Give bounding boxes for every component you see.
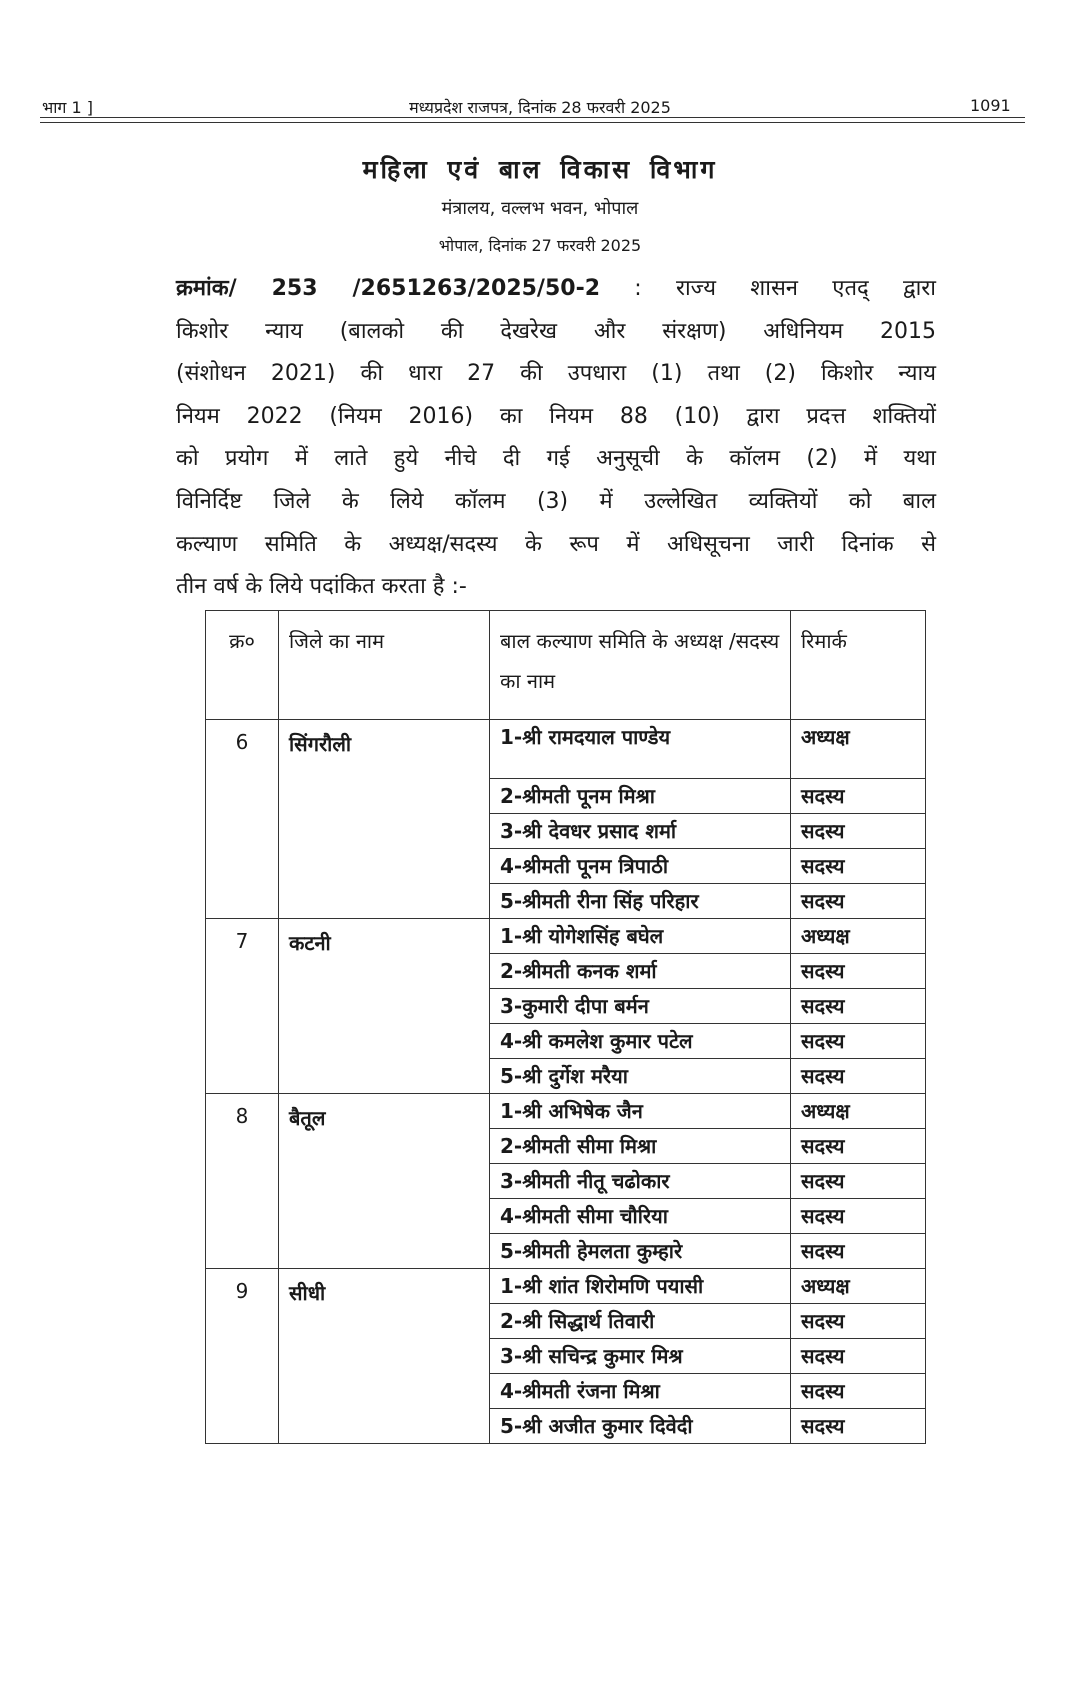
member-remark: सदस्य [791, 1024, 926, 1059]
member-remark: सदस्य [791, 1164, 926, 1199]
department-office: मंत्रालय, वल्लभ भवन, भोपाल [441, 198, 639, 219]
committee-table [205, 610, 926, 1444]
gazette-title: मध्यप्रदेश राजपत्र, दिनांक 28 फरवरी 2025 [409, 98, 671, 117]
member-name: 2-श्रीमती कनक शर्मा [490, 954, 791, 989]
member-remark: सदस्य [791, 1409, 926, 1444]
header-serial: क्र० [206, 611, 279, 720]
table-row [206, 1269, 926, 1304]
member-name: 1-श्री योगेशसिंह बघेल [490, 919, 791, 954]
member-remark: सदस्य [791, 1129, 926, 1164]
order-line: विनिर्दिष्ट जिले के लिये कॉलम (3) में उल्लेखित व्यक्तियों को बाल [176, 488, 936, 514]
member-name: 5-श्री दुर्गेश मरैया [490, 1059, 791, 1094]
member-name: 3-श्रीमती नीतू चढोकार [490, 1164, 791, 1199]
order-number-code: 2651263/2025/50-2 [360, 276, 601, 301]
order-line: नियम 2022 (नियम 2016) का नियम 88 (10) द्वारा प्रदत्त शक्तियों [176, 403, 936, 429]
header-remark: रिमार्क [791, 611, 926, 720]
district-serial: 7 [206, 919, 279, 1094]
member-remark: सदस्य [791, 954, 926, 989]
member-name: 3-श्री देवधर प्रसाद शर्मा [490, 814, 791, 849]
header-rule [40, 117, 1025, 118]
order-line: क्रमांक/ 253 /2651263/2025/50-2 : राज्य शासन एतद् द्वारा [176, 276, 936, 301]
member-remark: सदस्य [791, 1339, 926, 1374]
member-remark: अध्यक्ष [791, 720, 926, 779]
member-name: 1-श्री अभिषेक जैन [490, 1094, 791, 1129]
member-name: 4-श्रीमती सीमा चौरिया [490, 1199, 791, 1234]
member-remark: सदस्य [791, 849, 926, 884]
order-number-label: क्रमांक/ 253 / [176, 276, 361, 301]
district-name: कटनी [279, 919, 490, 1094]
table-row [206, 919, 926, 954]
member-remark: सदस्य [791, 1374, 926, 1409]
header-rule-double [40, 122, 1025, 123]
member-remark: अध्यक्ष [791, 1269, 926, 1304]
member-remark: अध्यक्ष [791, 919, 926, 954]
order-date: भोपाल, दिनांक 27 फरवरी 2025 [438, 236, 642, 255]
order-line: (संशोधन 2021) की धारा 27 की उपधारा (1) तथा (2) किशोर न्याय [176, 361, 936, 387]
order-paragraph [176, 268, 936, 609]
page-number: 1091 [970, 96, 1011, 115]
member-remark: सदस्य [791, 1234, 926, 1269]
header-district: जिले का नाम [279, 611, 490, 720]
member-name: 3-कुमारी दीपा बर्मन [490, 989, 791, 1024]
member-name: 4-श्रीमती पूनम त्रिपाठी [490, 849, 791, 884]
table-row [206, 720, 926, 779]
order-line: कल्याण समिति के अध्यक्ष/सदस्य के रूप में अधिसूचना जारी दिनांक से [176, 531, 936, 557]
header-member: बाल कल्याण समिति के अध्यक्ष /सदस्य का नाम [490, 611, 791, 720]
district-name: सिंगरौली [279, 720, 490, 919]
member-name: 4-श्री कमलेश कुमार पटेल [490, 1024, 791, 1059]
part-label: भाग 1 ] [42, 98, 93, 117]
member-remark: सदस्य [791, 1304, 926, 1339]
member-name: 5-श्रीमती रीना सिंह परिहार [490, 884, 791, 919]
member-name: 2-श्रीमती पूनम मिश्रा [490, 779, 791, 814]
district-name: बैतूल [279, 1094, 490, 1269]
member-remark: अध्यक्ष [791, 1094, 926, 1129]
department-name: महिला एवं बाल विकास विभाग [362, 155, 718, 184]
order-line: तीन वर्ष के लिये पदांकित करता है :- [176, 574, 467, 600]
district-serial: 6 [206, 720, 279, 919]
member-name: 1-श्री रामदयाल पाण्डेय [490, 720, 791, 779]
member-remark: सदस्य [791, 814, 926, 849]
member-name: 3-श्री सचिन्द्र कुमार मिश्र [490, 1339, 791, 1374]
member-name: 2-श्री सिद्धार्थ तिवारी [490, 1304, 791, 1339]
district-serial: 9 [206, 1269, 279, 1444]
table-row [206, 1094, 926, 1129]
member-remark: सदस्य [791, 779, 926, 814]
order-line: किशोर न्याय (बालको की देखरेख और संरक्षण) अधिनियम 2015 [176, 318, 936, 344]
member-remark: सदस्य [791, 884, 926, 919]
district-name: सीधी [279, 1269, 490, 1444]
member-remark: सदस्य [791, 989, 926, 1024]
member-remark: सदस्य [791, 1059, 926, 1094]
member-name: 4-श्रीमती रंजना मिश्रा [490, 1374, 791, 1409]
member-name: 5-श्री अजीत कुमार दिवेदी [490, 1409, 791, 1444]
member-name: 2-श्रीमती सीमा मिश्रा [490, 1129, 791, 1164]
member-remark: सदस्य [791, 1199, 926, 1234]
table-header-row [206, 611, 926, 720]
member-name: 5-श्रीमती हेमलता कुम्हारे [490, 1234, 791, 1269]
order-line: को प्रयोग में लाते हुये नीचे दी गई अनुसूची के कॉलम (2) में यथा [176, 446, 936, 472]
district-serial: 8 [206, 1094, 279, 1269]
member-name: 1-श्री शांत शिरोमणि पयासी [490, 1269, 791, 1304]
